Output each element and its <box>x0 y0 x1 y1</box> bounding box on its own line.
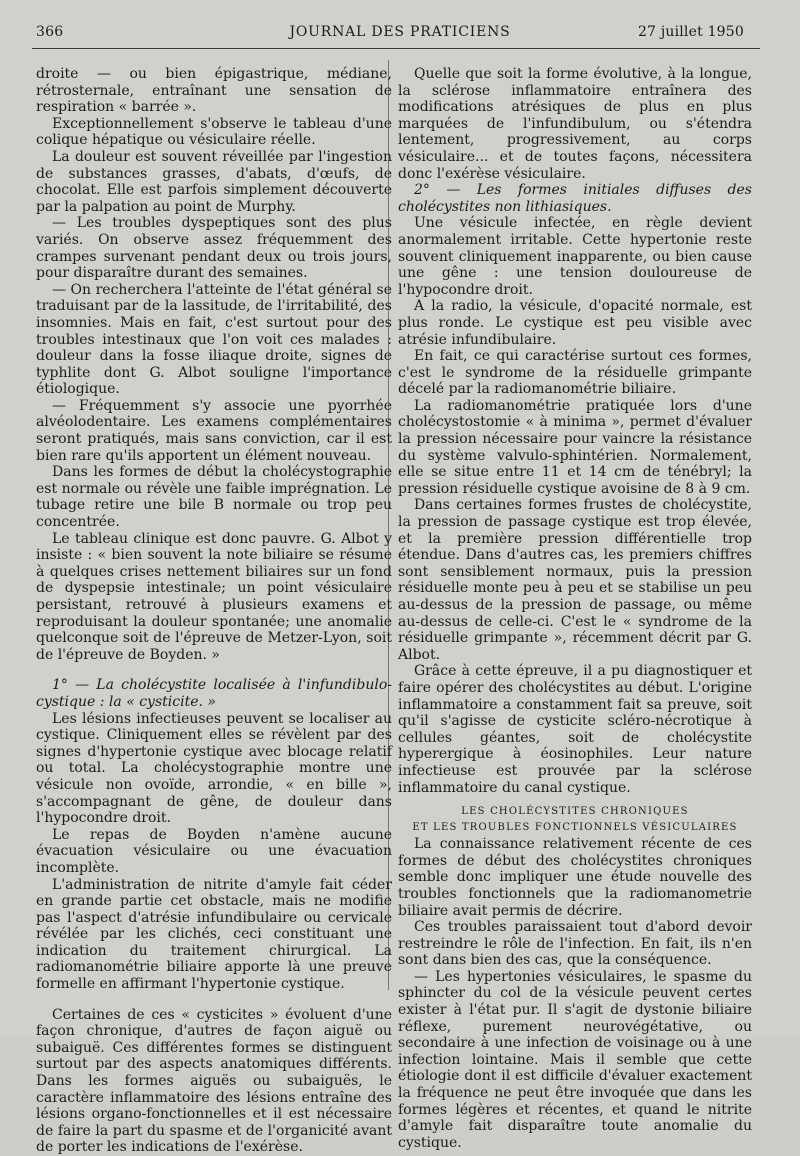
issue-date: 27 juillet 1950 <box>637 24 744 40</box>
paragraph: Ces troubles paraissaient tout d'abord devoir restreindre le rôle de l'infection. En fait, ils n'en sont dans bien des cas, que la conséquence. <box>398 919 752 969</box>
paragraph: La douleur est souvent réveillée par l'ingestion de substances grasses, d'abats, d'œufs, de chocolat. Elle est parfois simplement découverte par la palpation au point de Murphy. <box>36 148 392 215</box>
paragraph: A la radio, la vésicule, d'opacité normale, est plus ronde. Le cystique est peu visible avec atrésie infundibulaire. <box>398 298 752 348</box>
spacer <box>398 796 752 804</box>
paragraph: Quelle que soit la forme évolutive, à la longue, la sclérose inflammatoire entraînera des modifications atrésiques de plus en plus marquées de l'infundibulum, ou s'étendra lentement, progressivement, au corps vésiculaire... et de toutes façons, nécessitera donc l'exérèse vésiculaire. <box>398 66 752 182</box>
spacer <box>36 993 392 1007</box>
paragraph: — Les troubles dyspeptiques sont des plus variés. On observe assez fréquemment des crampes survenant pendant deux ou trois jours, pour disparaître durant des semaines. <box>36 215 392 282</box>
paragraph: Le repas de Boyden n'amène aucune évacuation vésiculaire ou une évacuation incomplète. <box>36 826 392 876</box>
paragraph: Le tableau clinique est donc pauvre. G. Albot y insiste : « bien souvent la note biliaire se résume à quelques crises nettement biliaires sur un fond de dyspepsie intestinale; un point vésiculaire persistant, retrouvé à plusieurs examens et reproduisant la douleur spontanée; une anomalie quelconque soit de l'épreuve de Metzer-Lyon, soit de l'épreuve de Boyden. » <box>36 530 392 663</box>
paragraph: Les lésions infectieuses peuvent se localiser au cystique. Cliniquement elles se révèlent par des signes d'hypertonie cystique avec blocage relatif ou total. La cholécystographie montre une vésicule non ovoïde, arrondie, « en bille », s'accompagnant de gêne, de douleur dans l'hypocondre droit. <box>36 710 392 827</box>
paragraph: Exceptionnellement s'observe le tableau d'une colique hépatique ou vésiculaire réelle. <box>36 115 392 149</box>
paragraph: En fait, ce qui caractérise surtout ces formes, c'est le syndrome de la résiduelle grimpante décelé par la radiomanométrie biliaire. <box>398 348 752 398</box>
header-rule <box>32 48 760 49</box>
paragraph: L'administration de nitrite d'amyle fait céder en grande partie cet obstacle, mais ne modifie pas l'aspect d'atrésie infundibulaire ou cervicale révélée par les clichés, ceci constituant une indication du traitement chirurgical. La radiomanométrie biliaire apporte là une preuve formelle en affirmant l'hypertonie cystique. <box>36 876 392 993</box>
subsection-title: 1° — La cholécystite localisée à l'infundibulo-cystique : la « cysticite. » <box>36 677 392 710</box>
paragraph: droite — ou bien épigastrique, médiane, rétrosternale, entraînant une sensation de respiration « barrée ». <box>36 66 392 116</box>
paragraph: La connaissance relativement récente de ces formes de début des cholécystites chroniques semble donc impliquer une étude nouvelle des troubles fonctionnels que la radiomanometrie biliaire avait permis de décrire. <box>398 836 752 919</box>
paragraph: La radiomanométrie pratiquée lors d'une cholécystostomie « à minima », permet d'évaluer la pression nécessaire pour vaincre la résistance du système valvulo-sphintérien. Normalement, elle se situe entre 11 et 14 cm de ténébryl; la pression résiduelle cystique avoisine de 8 à 9 cm. <box>398 397 752 497</box>
left-column <box>36 66 392 1156</box>
section-heading-line-1: LES CHOLÉCYSTITES CHRONIQUES <box>461 806 689 818</box>
paragraph: Dans les formes de début la cholécystographie est normale ou révèle une faible imprégnation. Le tubage retire une bile B normale ou trop peu concentrée. <box>36 464 392 531</box>
subsection-title: 2° — Les formes initiales diffuses des cholécystites non lithiasiques. <box>398 182 752 215</box>
paragraph: — Fréquemment s'y associe une pyorrhée alvéolodentaire. Les examens complémentaires seront pratiqués, mais sans conviction, car il est bien rare qu'ils apportent un élément nouveau. <box>36 397 392 464</box>
spacer <box>36 663 392 677</box>
paragraph: Dans certaines formes frustes de cholécystite, la pression de passage cystique est trop élevée, et la première pression différentielle trop étendue. Dans d'autres cas, les premiers chiffres sont sensiblement normaux, puis la pression résiduelle monte peu à peu et se stabilise un peu au-dessus de la pression de passage, ou même au-dessus de celle-ci. C'est le « syndrome de la résiduelle grimpante », récemment décrit par G. Albot. <box>398 497 752 663</box>
right-column <box>398 66 752 1151</box>
paragraph: — On recherchera l'atteinte de l'état général se traduisant par de la lassitude, de l'irritabilité, des insomnies. Mais en fait, c'est surtout pour des troubles intestinaux que l'on voit ces malades : douleur dans la fosse iliaque droite, signes de typhlite dont G. Albot souligne l'importance étiologique. <box>36 281 392 398</box>
section-heading-line-2: ET LES TROUBLES FONCTIONNELS VÉSICULAIRES <box>412 822 738 834</box>
paragraph: — Les hypertonies vésiculaires, le spasme du sphincter du col de la vésicule peuvent certes exister à l'état pur. Il s'agit de dystonie biliaire réflexe, purement neurovégétative, ou secondaire à une infection de voisinage ou à une infection lointaine. Mais il semble que cette étiologie dont il est difficile d'évaluer exactement la fréquence ne peut être invoquée que dans les formes légères et récentes, et quand le nitrite d'amyle fait disparaître toute anomalie du cystique. <box>398 968 752 1151</box>
journal-title: JOURNAL DES PRATICIENS <box>289 24 511 40</box>
paragraph: Une vésicule infectée, en règle devient anormalement irritable. Cette hypertonie reste souvent cliniquement inapparente, ou bien cause une gêne : une tension douloureuse de l'hypocondre droit. <box>398 215 752 298</box>
paragraph: Certaines de ces « cysticites » évoluent d'une façon chronique, d'autres de façon aiguë ou subaiguë. Ces différentes formes se distinguent surtout par des aspects anatomiques différents. Dans les formes aiguës ou subaiguës, le caractère inflammatoire des lésions entraîne des lésions organo-fonctionnelles et il est nécessaire de faire la part du spasme et de l'organicité avant de porter les indications de l'exérèse. <box>36 1006 392 1156</box>
page-number: 366 <box>36 24 64 40</box>
paragraph: Grâce à cette épreuve, il a pu diagnostiquer et faire opérer des cholécystites au début. L'origine inflammatoire a constamment fait sa preuve, soit qu'il s'agisse de cysticite scléro-nécrotique à cellules géantes, soit de cholécystite hyperergique à éosinophiles. Leur nature infectieuse est prouvée par la sclérose inflammatoire du canal cystique. <box>398 663 752 796</box>
page-header <box>30 24 770 46</box>
